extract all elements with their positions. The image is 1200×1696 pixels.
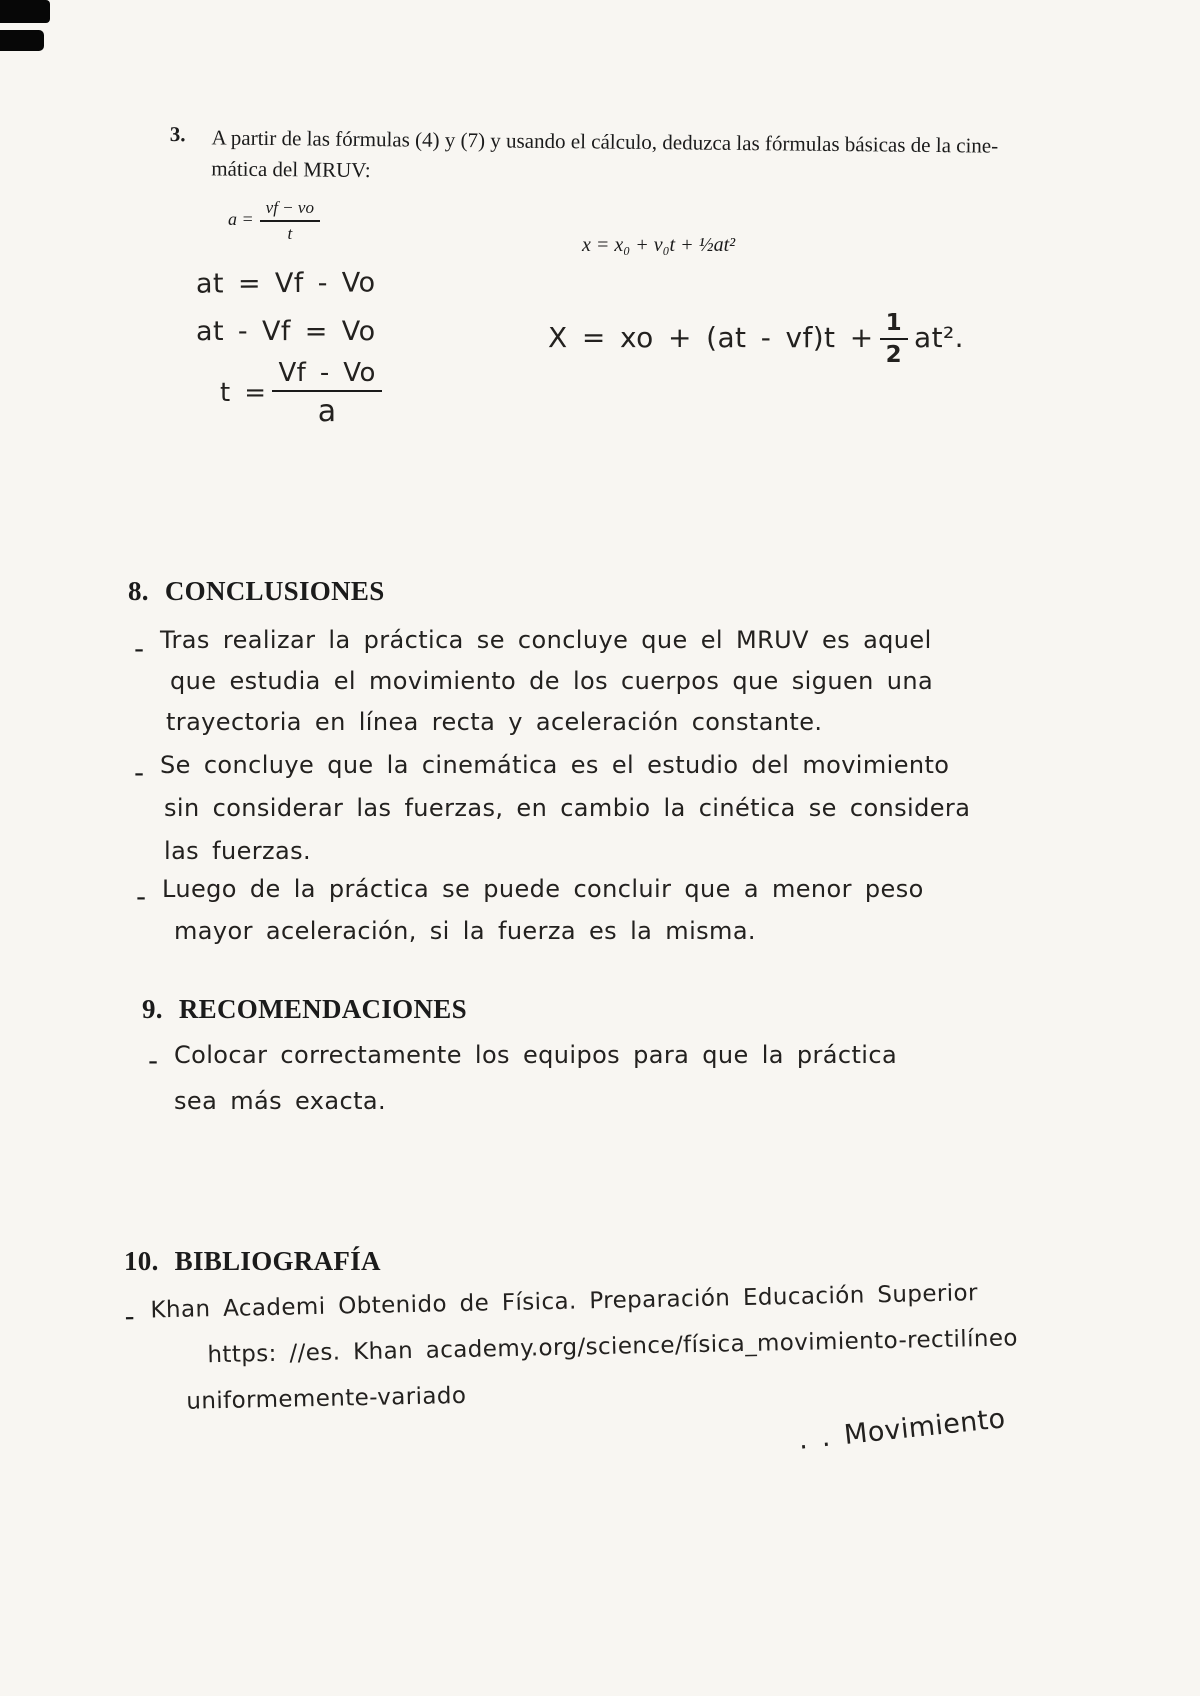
formula-lhs: t = xyxy=(220,378,267,408)
scan-artifact-bottom xyxy=(0,30,44,51)
conclusion-bullet-2 xyxy=(134,744,970,873)
handwritten-line: uniformemente-variado xyxy=(186,1382,467,1415)
bullet-dash: - xyxy=(148,1044,159,1077)
section-heading-conclusiones xyxy=(128,576,385,607)
bullet-text xyxy=(160,620,933,743)
fraction-numerator: vf − vo xyxy=(260,198,320,222)
bullet-dash: - xyxy=(134,632,145,665)
fraction-denominator: 2 xyxy=(885,342,903,368)
section-title: BIBLIOGRAFÍA xyxy=(174,1246,381,1276)
scan-artifact-top xyxy=(0,0,50,23)
bullet-dash: - xyxy=(136,880,147,913)
conclusion-bullet-3 xyxy=(136,868,924,952)
formula-position-derived xyxy=(548,310,964,368)
formula-post: at². xyxy=(914,321,964,354)
formula-lhs: a = xyxy=(228,209,254,230)
section-number: 10. xyxy=(124,1246,159,1276)
handwritten-line: Colocar correctamente los equipos para que la práctica xyxy=(174,1041,898,1069)
handwritten-line: Luego de la práctica se puede concluir que a menor peso xyxy=(162,875,924,903)
fraction xyxy=(880,310,908,368)
handwritten-line: las fuerzas. xyxy=(164,837,312,865)
handwritten-line: mayor aceleración, si la fuerza es la misma. xyxy=(174,917,756,945)
recommendation-bullet-1 xyxy=(148,1032,897,1124)
section-heading-recomendaciones xyxy=(142,994,467,1025)
handwritten-line: Khan Academi Obtenido de Física. Preparación Educación Superior xyxy=(150,1280,979,1324)
bullet-text xyxy=(150,1269,1019,1425)
fraction-numerator: Vf - Vo xyxy=(272,358,381,392)
section-number: 9. xyxy=(142,994,163,1024)
section-title: RECOMENDACIONES xyxy=(178,994,467,1024)
bullet-dash: - xyxy=(124,1299,136,1333)
formula-position-printed: x = x₀ + v₀t + ½at² xyxy=(582,234,736,256)
bibliography-entry-1 xyxy=(124,1269,1019,1426)
bullet-text xyxy=(160,744,970,873)
handwritten-line: trayectoria en línea recta y aceleración constante. xyxy=(166,708,823,736)
formula-acceleration-definition xyxy=(228,198,326,244)
question-text xyxy=(211,122,998,192)
bullet-text xyxy=(162,868,924,952)
fraction-denominator: t xyxy=(287,224,293,243)
fraction xyxy=(260,198,320,244)
bullet-dash: - xyxy=(134,756,145,789)
handwritten-line: https: //es. Khan academy.org/science/física_movimiento-rectilíneo xyxy=(207,1325,1019,1369)
fraction-denominator: a xyxy=(317,394,337,429)
formula-pre: X = xo + (at - vf)t + xyxy=(548,321,874,354)
handwritten-line: sea más exacta. xyxy=(174,1087,387,1115)
section-number: 8. xyxy=(128,576,149,606)
fraction xyxy=(272,358,381,429)
question-3 xyxy=(169,122,1130,194)
question-number: 3. xyxy=(169,122,186,147)
conclusion-bullet-1 xyxy=(134,620,933,743)
handwritten-line: que estudia el movimiento de los cuerpos que siguen una xyxy=(170,667,934,695)
bullet-text xyxy=(174,1032,897,1124)
formula-step-1: at = Vf - Vo xyxy=(195,267,376,300)
formula-step-2: at - Vf = Vo xyxy=(196,316,376,347)
fraction-numerator: 1 xyxy=(880,310,908,340)
section-title: CONCLUSIONES xyxy=(164,576,385,606)
handwritten-line: sin considerar las fuerzas, en cambio la cinética se considera xyxy=(164,794,971,822)
question-text-line-2: mática del MRUV: xyxy=(211,156,371,183)
handwritten-line: Tras realizar la práctica se concluye que el MRUV es aquel xyxy=(160,626,932,654)
page-corner-fragment: . . Movimiento xyxy=(796,1403,1007,1456)
section-heading-bibliografia xyxy=(124,1246,381,1277)
handwritten-line: Se concluye que la cinemática es el estudio del movimiento xyxy=(160,751,950,779)
formula-time-solved xyxy=(220,358,388,429)
question-text-line-1: A partir de las fórmulas (4) y (7) y usando el cálculo, deduzca las fórmulas básicas de la cine- xyxy=(211,125,999,158)
